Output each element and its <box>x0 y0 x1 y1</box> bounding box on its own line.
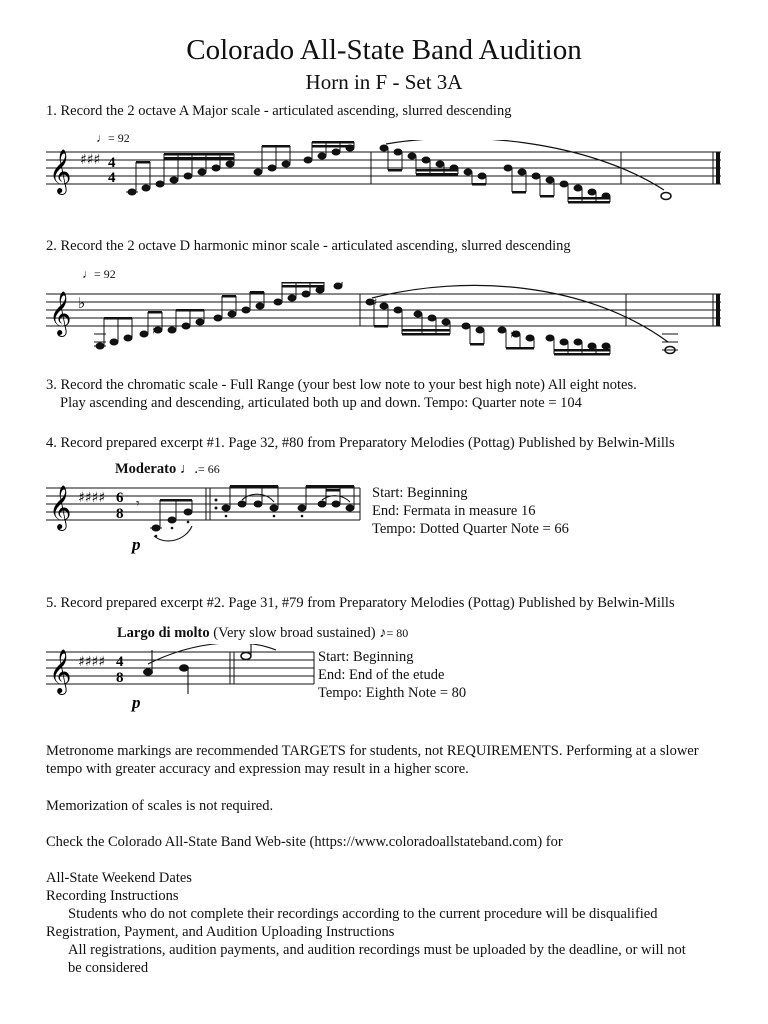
list-item-recording-detail: Students who do not complete their recordings according to the current procedure will be disqualified <box>68 906 658 922</box>
item-5-start: Start: Beginning <box>318 649 414 665</box>
list-item-recording: Recording Instructions <box>46 888 179 904</box>
memorization-note: Memorization of scales is not required. <box>46 798 274 814</box>
eighth-note-icon: ♪ <box>379 625 387 641</box>
item-4-end: End: Fermata in measure 16 <box>372 503 536 519</box>
list-item-registration-detail: All registrations, audition payments, and audition recordings must be uploaded by the deadline, or will not be considered <box>68 942 686 976</box>
item-2-tempo-value: = 92 <box>94 267 116 281</box>
sharp-key-signature-icon: ♯♯♯ <box>80 152 101 168</box>
treble-clef-icon: 𝄞 <box>49 649 72 693</box>
svg-text:♯: ♯ <box>152 324 158 337</box>
staff-4-excerpt-1 <box>46 480 366 560</box>
quarter-note-icon: ♩ <box>96 131 108 145</box>
item-1-tempo-value: = 92 <box>108 131 130 145</box>
item-3-line-1: 3. Record the chromatic scale - Full Range (your best low note to your best high note) All eight notes. <box>46 377 637 393</box>
staff-2-d-harmonic-minor-scale <box>46 282 726 357</box>
website-info-list <box>46 869 726 977</box>
sharp-key-signature-icon: ♯♯♯♯ <box>78 654 106 670</box>
flat-key-signature-icon: ♭ <box>78 294 86 312</box>
item-4-instruction: 4. Record prepared excerpt #1. Page 32, #80 from Preparatory Melodies (Pottag) Published by Belwin-Mills <box>46 435 675 451</box>
item-4-tempo-word: Moderato <box>115 461 177 477</box>
staff-5-excerpt-2 <box>46 644 318 714</box>
time-signature-bottom: 4 <box>108 170 116 186</box>
item-5-end: End: End of the etude <box>318 667 445 683</box>
treble-clef-icon: 𝄞 <box>49 485 72 529</box>
item-3-instruction <box>46 376 637 412</box>
item-3-line-2: Play ascending and descending, articulated both up and down. Tempo: Quarter note = 104 <box>60 395 582 411</box>
item-1-instruction: 1. Record the 2 octave A Major scale - articulated ascending, slurred descending <box>46 103 512 119</box>
item-5-tempo-description: (Very slow broad sustained) <box>213 625 376 641</box>
item-4-tempo-value: = 66 <box>197 462 220 476</box>
website-note: Check the Colorado All-State Band Web-site (https://www.coloradoallstateband.com) for <box>46 834 563 850</box>
rest-icon: 𝄾 <box>136 496 140 512</box>
item-5-tempo-word: Largo di molto <box>117 625 210 641</box>
treble-clef-icon: 𝄞 <box>49 149 72 193</box>
page-title: Colorado All-State Band Audition <box>186 34 582 66</box>
item-5-details <box>318 648 466 702</box>
quarter-note-icon: ♩ <box>82 267 94 281</box>
item-5-instruction: 5. Record prepared excerpt #2. Page 31, #79 from Preparatory Melodies (Pottag) Published by Belwin-Mills <box>46 595 675 611</box>
treble-clef-icon: 𝄞 <box>49 291 72 335</box>
time-signature-bottom: 8 <box>116 506 124 522</box>
item-4-start: Start: Beginning <box>372 485 468 501</box>
list-item-registration: Registration, Payment, and Audition Uploading Instructions <box>46 924 395 940</box>
item-4-tempo-marking <box>115 461 220 478</box>
dynamic-marking: p <box>132 535 141 554</box>
dotted-quarter-note-icon: ♩. <box>179 461 198 477</box>
item-5-tempo-marking <box>117 625 408 642</box>
time-signature-bottom: 8 <box>116 670 124 686</box>
item-2-instruction: 2. Record the 2 octave D harmonic minor scale - articulated ascending, slurred descending <box>46 238 571 254</box>
sharp-key-signature-icon: ♯♯♯♯ <box>78 490 106 506</box>
time-signature-top: 4 <box>108 155 116 171</box>
item-5-tempo-note: Tempo: Eighth Note = 80 <box>318 685 467 701</box>
svg-text:♯: ♯ <box>510 328 516 341</box>
time-signature-top: 6 <box>116 490 124 506</box>
dynamic-marking: p <box>132 693 141 712</box>
item-2-tempo-marking <box>82 267 116 282</box>
metronome-note: Metronome markings are recommended TARGETS for students, not REQUIREMENTS. Performing at a slower tempo with greater accuracy and expression may result in a higher score. <box>46 743 699 777</box>
item-4-tempo-note: Tempo: Dotted Quarter Note = 66 <box>372 521 569 537</box>
page-subtitle: Horn in F - Set 3A <box>305 70 463 94</box>
item-4-details <box>372 484 569 538</box>
list-item-dates: All-State Weekend Dates <box>46 870 192 886</box>
svg-text:♯: ♯ <box>372 296 378 309</box>
staff-1-a-major-scale <box>46 140 726 210</box>
item-5-tempo-value: = 80 <box>386 626 409 640</box>
time-signature-top: 4 <box>116 654 124 670</box>
